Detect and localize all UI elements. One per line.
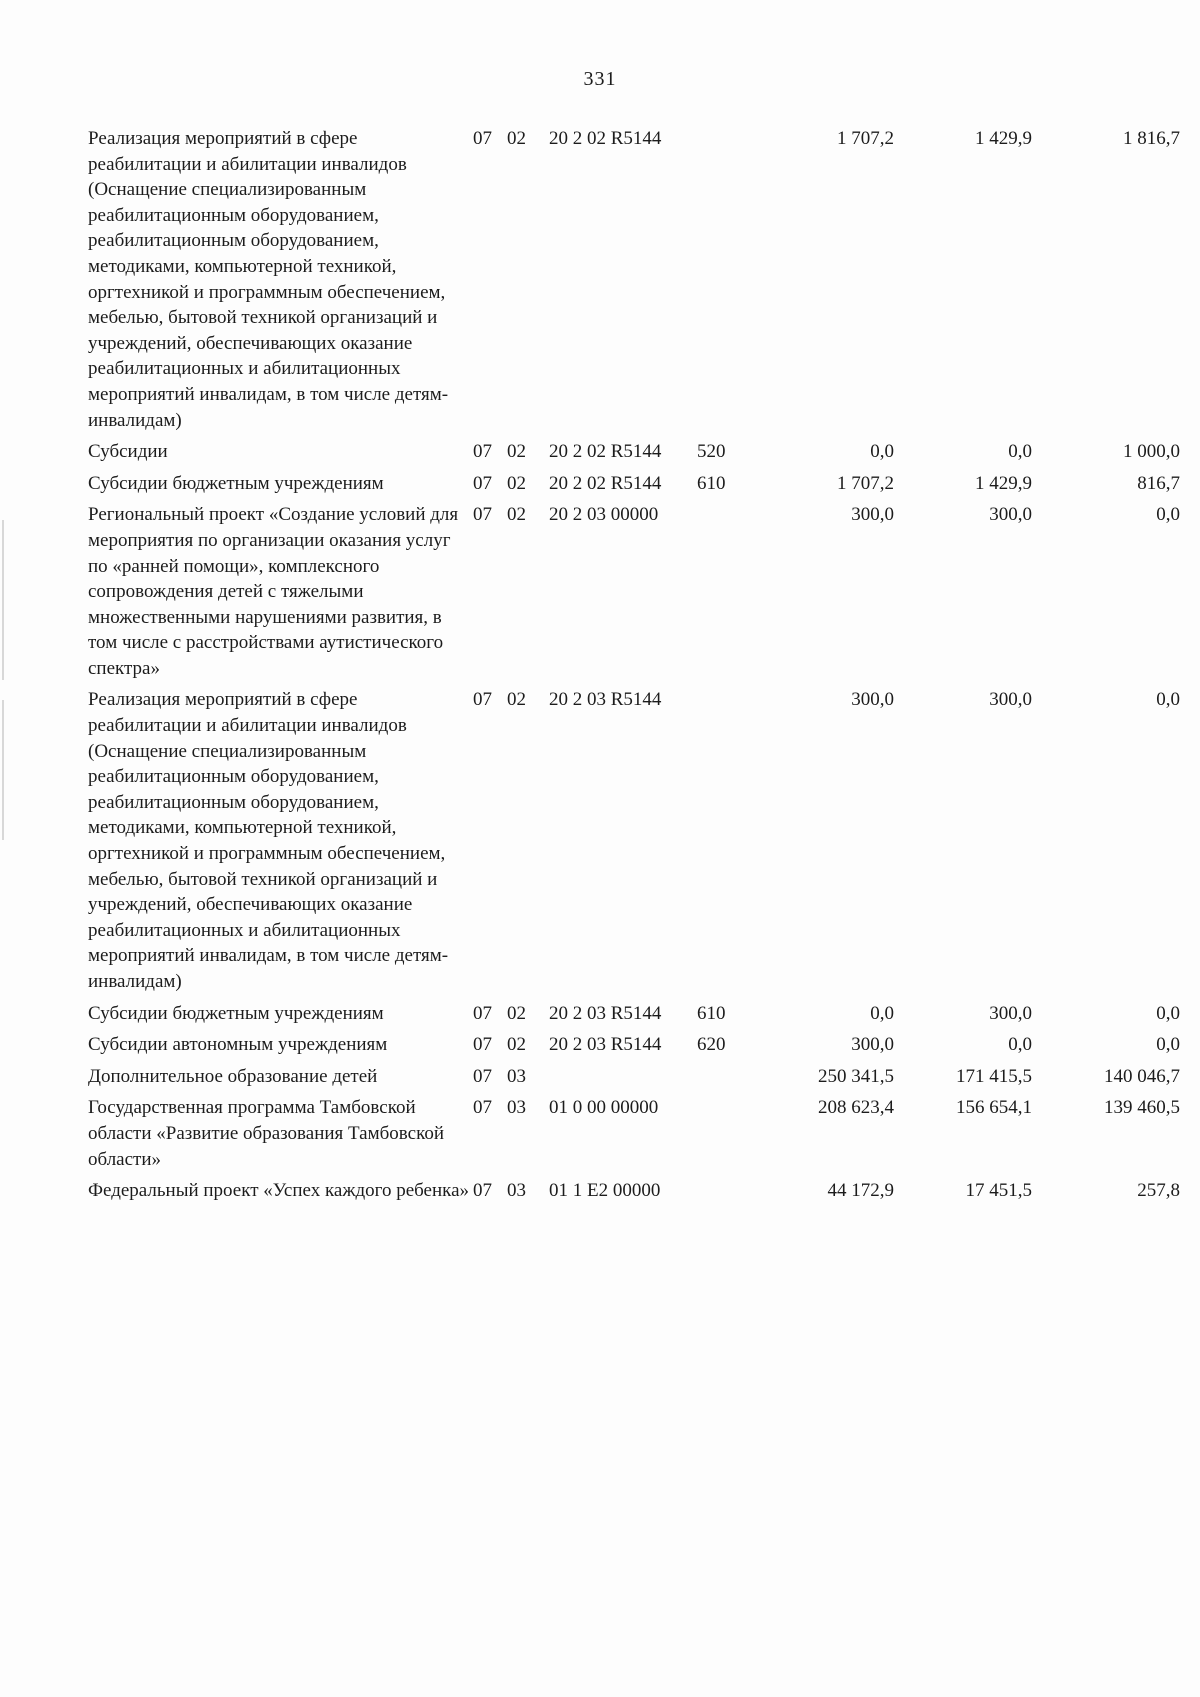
row-name: Субсидии бюджетным учреждениям <box>88 472 384 494</box>
table-row <box>88 1095 1180 1178</box>
row-subsection: 02 <box>507 1002 526 1024</box>
row-amount-year3: 0,0 <box>1156 504 1180 526</box>
table-row <box>88 126 1180 439</box>
row-amount-year2: 1 429,9 <box>975 472 1032 494</box>
table-row <box>88 687 1180 1000</box>
table-row <box>88 471 1180 503</box>
table-row <box>88 1064 1180 1096</box>
row-amount-year1: 0,0 <box>870 1002 894 1024</box>
table-row <box>88 1032 1180 1064</box>
table-row <box>88 1001 1180 1033</box>
row-target-article: 20 2 03 R5144 <box>549 1034 662 1056</box>
row-expense-type <box>697 126 752 439</box>
row-amount-year1: 300,0 <box>851 504 894 526</box>
row-section: 07 <box>473 1002 492 1024</box>
row-subsection: 02 <box>507 504 526 526</box>
table-row <box>88 439 1180 471</box>
row-target-article: 20 2 02 R5144 <box>549 128 662 149</box>
row-expense-type <box>697 1178 752 1210</box>
row-amount-year1: 208 623,4 <box>818 1097 894 1119</box>
row-amount-year3: 1 816,7 <box>1123 128 1180 149</box>
row-expense-type <box>697 687 752 1000</box>
row-expense-type <box>697 502 752 687</box>
row-name: Субсидии автономным учреждениям <box>88 1034 388 1056</box>
row-target-article <box>549 1064 697 1096</box>
row-amount-year3: 816,7 <box>1137 472 1180 494</box>
row-amount-year2: 156 654,1 <box>956 1097 1032 1119</box>
row-amount-year3: 140 046,7 <box>1104 1065 1180 1087</box>
row-section: 07 <box>473 472 492 494</box>
row-target-article: 20 2 03 00000 <box>549 504 659 526</box>
row-target-article: 20 2 02 R5144 <box>549 472 662 494</box>
row-amount-year1: 0,0 <box>870 441 894 463</box>
row-name: Субсидии <box>88 441 168 463</box>
row-name: Региональный проект «Создание условий для мероприятия по организации оказания услуг по «ранней помощи», комплексного сопровождения детей с тяжелыми множественными нарушениями развития, в том числе с расстройствами аутистического спектра» <box>88 504 459 679</box>
row-amount-year3: 0,0 <box>1156 689 1180 711</box>
row-target-article: 20 2 03 R5144 <box>549 1002 662 1024</box>
row-target-article: 20 2 03 R5144 <box>549 689 662 711</box>
row-amount-year3: 0,0 <box>1156 1002 1180 1024</box>
row-amount-year1: 300,0 <box>851 1034 894 1056</box>
row-name: Субсидии бюджетным учреждениям <box>88 1002 384 1024</box>
row-expense-type: 520 <box>697 441 726 463</box>
row-section: 07 <box>473 689 492 711</box>
row-target-article: 20 2 02 R5144 <box>549 441 662 463</box>
row-name: Реализация мероприятий в сфере реабилитации и абилитации инвалидов (Оснащение специализированным реабилитационным оборудованием, реабилитационным оборудованием, методиками, компьютерной техникой, оргтехникой и программным обеспечением, мебелью, бытовой техникой организаций и учреждений, обеспечивающих оказание реабилитационных и абилитационных мероприятий инвалидам, в том числе детям-инвалидам) <box>88 689 449 992</box>
row-subsection: 02 <box>507 689 526 711</box>
row-subsection: 02 <box>507 128 526 149</box>
table-row <box>88 502 1180 687</box>
row-section: 07 <box>473 504 492 526</box>
row-subsection: 02 <box>507 1034 526 1056</box>
row-amount-year1: 44 172,9 <box>827 1180 894 1202</box>
row-amount-year3: 139 460,5 <box>1104 1097 1180 1119</box>
row-subsection: 03 <box>507 1097 526 1119</box>
scan-artifact <box>2 520 4 680</box>
row-amount-year3: 257,8 <box>1137 1180 1180 1202</box>
row-subsection: 02 <box>507 441 526 463</box>
row-section: 07 <box>473 128 492 149</box>
row-amount-year1: 300,0 <box>851 689 894 711</box>
row-subsection: 03 <box>507 1180 526 1202</box>
row-amount-year2: 171 415,5 <box>956 1065 1032 1087</box>
row-section: 07 <box>473 1034 492 1056</box>
row-expense-type <box>697 1095 752 1178</box>
budget-table <box>88 126 1180 1210</box>
row-section: 07 <box>473 441 492 463</box>
row-amount-year2: 0,0 <box>1008 441 1032 463</box>
row-section: 07 <box>473 1065 492 1087</box>
row-amount-year2: 300,0 <box>989 689 1032 711</box>
table-row <box>88 1178 1180 1210</box>
row-expense-type: 610 <box>697 472 726 494</box>
row-section: 07 <box>473 1097 492 1119</box>
row-amount-year2: 17 451,5 <box>965 1180 1032 1202</box>
row-target-article: 01 0 00 00000 <box>549 1097 659 1119</box>
row-subsection: 03 <box>507 1065 526 1087</box>
scan-artifact <box>2 700 4 840</box>
row-name: Государственная программа Тамбовской области «Развитие образования Тамбовской области» <box>88 1097 445 1170</box>
row-name: Федеральный проект «Успех каждого ребенка» <box>88 1180 470 1202</box>
row-amount-year2: 0,0 <box>1008 1034 1032 1056</box>
row-amount-year1: 1 707,2 <box>837 128 894 149</box>
row-subsection: 02 <box>507 472 526 494</box>
row-target-article: 01 1 E2 00000 <box>549 1180 661 1202</box>
row-expense-type: 620 <box>697 1034 726 1056</box>
row-amount-year2: 300,0 <box>989 1002 1032 1024</box>
row-expense-type: 610 <box>697 1002 726 1024</box>
row-name: Дополнительное образование детей <box>88 1065 378 1087</box>
row-amount-year2: 1 429,9 <box>975 128 1032 149</box>
row-expense-type <box>697 1064 752 1096</box>
row-amount-year1: 1 707,2 <box>837 472 894 494</box>
row-amount-year2: 300,0 <box>989 504 1032 526</box>
row-name: Реализация мероприятий в сфере реабилитации и абилитации инвалидов (Оснащение специализированным реабилитационным оборудованием, реабилитационным оборудованием, методиками, компьютерной техникой, оргтехникой и программным обеспечением, мебелью, бытовой техникой организаций и учреждений, обеспечивающих оказание реабилитационных и абилитационных мероприятий инвалидам, в том числе детям-инвалидам) <box>88 128 449 431</box>
row-section: 07 <box>473 1180 492 1202</box>
row-amount-year3: 0,0 <box>1156 1034 1180 1056</box>
row-amount-year1: 250 341,5 <box>818 1065 894 1087</box>
page-number: 331 <box>583 68 617 90</box>
row-amount-year3: 1 000,0 <box>1123 441 1180 463</box>
